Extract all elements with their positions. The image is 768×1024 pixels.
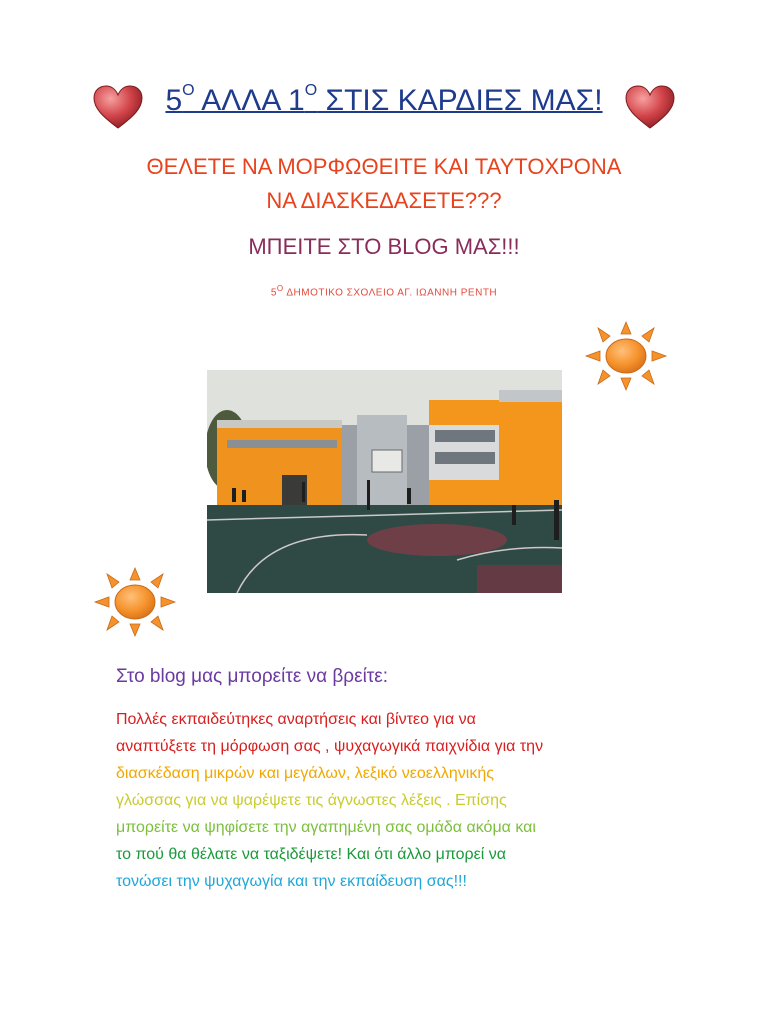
paragraph-line: αναπτύξετε τη μόρφωση σας , ψυχαγωγικά παιχνίδια για την (116, 738, 544, 755)
paragraph-line: Πολλές εκπαιδεύτηκες αναρτήσεις και βίντεο για να (116, 711, 476, 728)
blog-description (116, 706, 676, 895)
subtitle-line-1: ΘΕΛΕΤΕ ΝΑ ΜΟΡΦΩΘΕΙΤΕ ΚΑΙ ΤΑΥΤΟΧΡΟΝΑ (146, 154, 622, 179)
page-title: $5^O$ ΑΛΛΑ $1^O$ ΣΤΙΣ ΚΑΡΔΙΕΣ ΜΑΣ! (165, 82, 603, 117)
subtitle (0, 150, 768, 218)
paragraph-line: τονώσει την ψυχαγωγία και την εκπαίδευση σας!!! (116, 873, 467, 890)
subtitle-line-2: ΝΑ ΔΙΑΣΚΕΔΑΣΕΤΕ??? (266, 188, 502, 213)
blog-intro: Στο blog μας μπορείτε να βρείτε: (116, 666, 389, 687)
blog-call: ΜΠΕΙΤΕ ΣΤΟ BLOG ΜΑΣ!!! (248, 234, 520, 259)
paragraph-line: μπορείτε να ψηφίσετε την αγαπημένη σας ομάδα ακόμα και (116, 819, 536, 836)
school-photo (207, 370, 562, 593)
paragraph-line: διασκέδαση μικρών και μεγάλων, λεξικό νεοελληνικής (116, 765, 494, 782)
paragraph-line: γλώσσας για να ψαρέψετε τις άγνωστες λέξεις . Επίσης (116, 792, 507, 809)
sun-icon-top (584, 320, 668, 392)
school-name: $5^O$ ΔΗΜΟΤΙΚΟ ΣΧΟΛΕΙΟ ΑΓ. ΙΩΑΝΝΗ ΡΕΝΤΗ (270, 284, 498, 299)
paragraph-line: το πού θα θέλατε να ταξιδέψετε! Και ότι άλλο μπορεί να (116, 846, 507, 863)
sun-icon-bottom (93, 566, 177, 638)
